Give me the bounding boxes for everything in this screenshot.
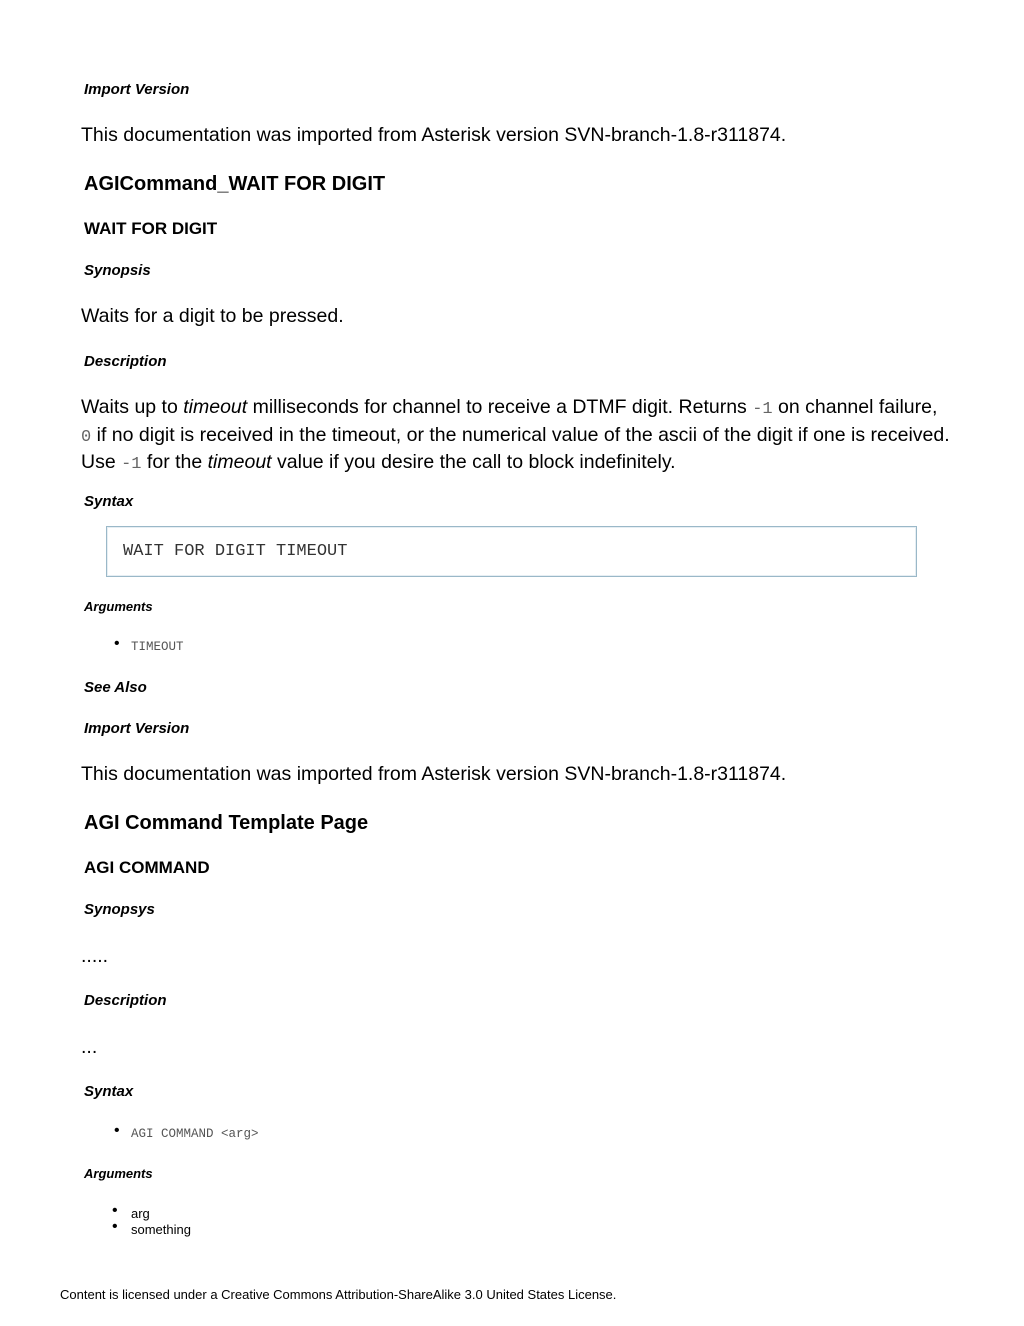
code-zero: 0 bbox=[81, 427, 92, 447]
description-text: Waits up to timeout milliseconds for channel to receive a DTMF digit. Returns -1 on channel failure, 0 if no digit is received in the timeout, or the numerical value of the ascii of the digit if one is received. Use -1 for the timeout value if you desire the call to block indefinitely. bbox=[81, 396, 950, 474]
syntax-list bbox=[112, 1126, 259, 1142]
section-heading-arguments: Arguments bbox=[84, 599, 153, 614]
import-version-text: This documentation was imported from Asterisk version SVN-branch-1.8-r311874. bbox=[81, 763, 787, 785]
description-text: ... bbox=[81, 1036, 98, 1058]
license-footer: Content is licensed under a Creative Commons Attribution-ShareAlike 3.0 United States License. bbox=[60, 1287, 617, 1302]
section-heading-description: Description bbox=[84, 353, 167, 370]
command-name: AGI COMMAND bbox=[84, 858, 210, 877]
code-minus-one: -1 bbox=[121, 455, 142, 474]
list-item: • TIMEOUT bbox=[112, 639, 184, 655]
timeout-term: timeout bbox=[183, 396, 248, 418]
arguments-list bbox=[112, 1206, 191, 1238]
section-heading-syntax: Syntax bbox=[84, 493, 134, 510]
section-heading-synopsis: Synopsys bbox=[84, 901, 155, 918]
section-heading-import-version: Import Version bbox=[84, 720, 190, 737]
page-title-template: AGI Command Template Page bbox=[84, 812, 369, 834]
synopsis-text: Waits for a digit to be pressed. bbox=[81, 305, 344, 327]
list-item: • something bbox=[112, 1222, 191, 1238]
command-name: WAIT FOR DIGIT bbox=[84, 219, 218, 238]
section-heading-see-also: See Also bbox=[84, 679, 147, 696]
synopsis-text: ..... bbox=[81, 945, 109, 967]
import-version-text: This documentation was imported from Asterisk version SVN-branch-1.8-r311874. bbox=[81, 124, 787, 146]
list-item: • AGI COMMAND <arg> bbox=[112, 1126, 259, 1142]
section-heading-syntax: Syntax bbox=[84, 1083, 134, 1100]
section-heading-description: Description bbox=[84, 992, 167, 1009]
timeout-term: timeout bbox=[207, 451, 272, 473]
arguments-list bbox=[112, 639, 184, 655]
syntax-code: WAIT FOR DIGIT TIMEOUT bbox=[123, 542, 348, 561]
syntax-code-block bbox=[106, 526, 917, 577]
code-minus-one: -1 bbox=[752, 400, 773, 419]
page-title-wait-for-digit: AGICommand_WAIT FOR DIGIT bbox=[84, 173, 386, 195]
section-heading-synopsis: Synopsis bbox=[84, 262, 151, 279]
section-heading-import-version: Import Version bbox=[84, 81, 190, 98]
section-heading-arguments: Arguments bbox=[84, 1166, 153, 1181]
list-item: • arg bbox=[112, 1206, 191, 1222]
